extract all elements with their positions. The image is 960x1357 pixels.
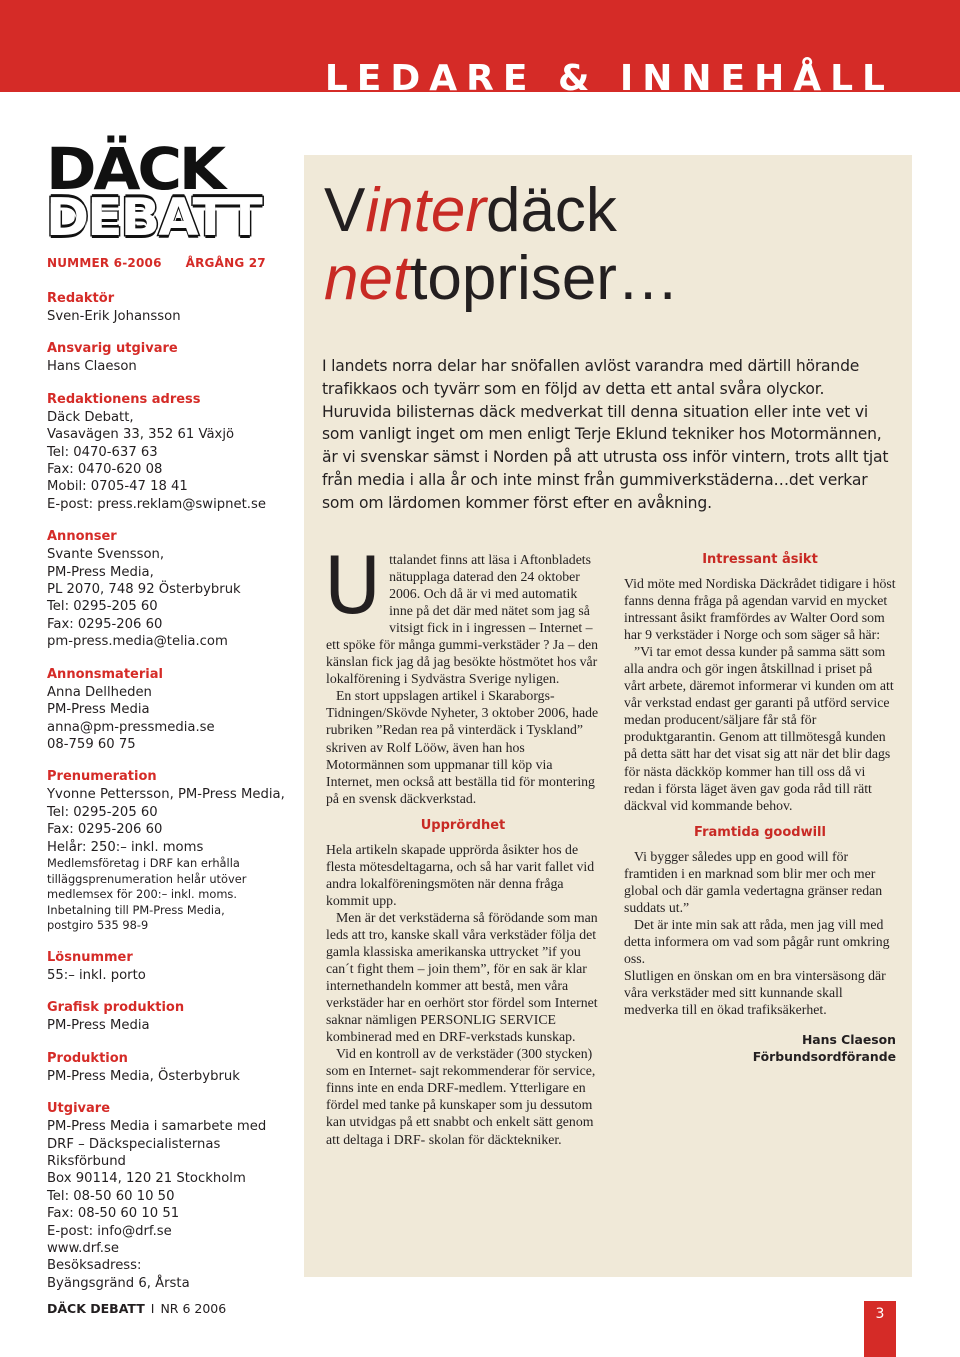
masthead-section	[47, 528, 297, 650]
masthead-line: Yvonne Pettersson, PM-Press Media,	[47, 787, 285, 803]
paragraph: Det är inte min sak att råda, men jag vill med detta informera om vad som pågår runt omkring oss.	[624, 916, 890, 966]
paragraph: Vi bygger således upp en good will för framtiden i en marknad som blir mer och mer global och där gamla vedertagna gränser redan suddats ut.”	[624, 848, 883, 915]
signature	[624, 1032, 896, 1065]
title-part: däck	[485, 176, 617, 245]
masthead-section	[47, 999, 297, 1034]
masthead-section-heading: Redaktör	[47, 291, 115, 306]
masthead-section-heading: Annonser	[47, 529, 117, 545]
masthead-section-heading: Annonsmaterial	[47, 666, 163, 682]
footer-separator: I	[150, 1301, 155, 1316]
masthead-note-line: Inbetalning till PM-Press Media,	[47, 902, 225, 917]
masthead-section	[47, 1100, 297, 1292]
drop-cap: U	[324, 542, 382, 632]
masthead-line: E-post: press.reklam@swipnet.se	[47, 496, 266, 512]
article-title	[324, 177, 679, 313]
masthead-line: Svante Svensson,	[47, 547, 165, 563]
masthead-line: Däck Debatt,	[47, 409, 134, 425]
masthead-line: PM-Press Media	[47, 1018, 150, 1034]
page-footer	[47, 1301, 226, 1316]
masthead-section-heading: Ansvarig utgivare	[47, 341, 178, 357]
masthead-section-heading: Prenumeration	[47, 769, 157, 785]
subheading: Upprördhet	[420, 817, 506, 833]
masthead-line: DRF – Däckspecialisternas	[47, 1136, 221, 1152]
masthead-section	[47, 949, 297, 984]
masthead-line: Helår: 250:– inkl. moms	[47, 839, 204, 855]
issue-year: ÅRGÅNG 27	[185, 256, 266, 270]
article-panel	[304, 155, 912, 1277]
masthead-line: Besöksadress:	[47, 1258, 142, 1274]
masthead-line: PM-Press Media	[47, 702, 150, 718]
masthead-line: Riksförbund	[47, 1153, 126, 1169]
title-part: V	[324, 176, 366, 245]
masthead-section-heading: Grafisk produktion	[47, 1000, 185, 1016]
masthead-sidebar	[47, 256, 297, 1307]
subheading: Intressant åsikt	[702, 552, 818, 567]
masthead-section-heading: Lösnummer	[47, 949, 133, 965]
masthead-note-line: Medlemsföretag i DRF kan erhålla	[47, 855, 240, 870]
title-part-red: inter	[365, 176, 486, 245]
masthead-line: 55:– inkl. porto	[47, 967, 146, 983]
issue-number: NUMMER 6-2006	[47, 256, 162, 270]
article-column-2	[624, 551, 896, 1065]
paragraph: Vid en kontroll av de verkstäder (300 stycken) som en Internet- sajt rekommenderar för service, finns inte en enda DRF-medlem. Ytterligare en fördel med tanke på kunskaper som ju dessutom kan utvidgas på ett snabbt och enkelt sätt genom att deltaga i DRF- skolan för däcktekniker.	[326, 1046, 596, 1147]
section-heading: LEDARE & INNEHÅLL	[324, 58, 894, 92]
masthead-section-heading: Utgivare	[47, 1101, 111, 1117]
masthead-sections	[47, 290, 297, 1292]
masthead-section	[47, 666, 297, 754]
masthead-line: Fax: 0295-206 60	[47, 616, 163, 632]
masthead-line: Fax: 08-50 60 10 51	[47, 1206, 180, 1222]
masthead-section-heading: Redaktionens adress	[47, 391, 201, 407]
paragraph: Hela artikeln skapade upprörda åsikter hos de flesta mötesdeltagarna, och så har varit fallet vid andra lokalföreningsmöten när denna fråga kommit upp.	[326, 841, 595, 908]
masthead-line: Tel: 0295-205 60	[47, 599, 158, 615]
footer-issue: NR 6 2006	[160, 1301, 227, 1316]
signature-title: Förbundsordförande	[752, 1048, 896, 1064]
title-part-red: net	[324, 244, 411, 313]
masthead-line: Sven-Erik Johansson	[47, 309, 181, 324]
logo-line-2: DEBATT	[46, 188, 261, 248]
logo-line-1: DÄCK	[46, 135, 223, 203]
signature-name: Hans Claeson	[801, 1032, 896, 1048]
masthead-line: Tel: 0470-637 63	[47, 444, 158, 460]
top-banner	[0, 0, 960, 92]
masthead-section	[47, 340, 297, 375]
title-part: topriser…	[410, 244, 679, 313]
masthead-note-line: postgiro 535 98-9	[47, 918, 149, 933]
masthead-note-line: medlemsex för 200:– inkl. moms.	[47, 887, 237, 902]
masthead-section-heading: Produktion	[47, 1050, 128, 1066]
paragraph: Slutligen en önskan om en bra vintersäsong där våra verkstäder med sitt kunnande skall medverka till en ökad trafiksäkerhet.	[624, 967, 886, 1018]
masthead-line: Hans Claeson	[47, 359, 137, 375]
masthead-line: PM-Press Media, Österbybruk	[47, 1068, 240, 1084]
paragraph: Men är det verkstäderna så förödande som man leds att tro, kanske skall våra verkstäder följa det gamla klassiska amerikanska uttrycket ”if you can´t fight them – join them”, för en sak är klar internethandeln kommer att bestå, men våra verkstäder har en oerhört stor fördel som Internet saknar nämligen PERSONLIG SERVICE kombinerad med en DRF-verkstads kunskap.	[326, 909, 598, 1045]
masthead-line: Fax: 0470-620 08	[47, 462, 163, 478]
masthead-line: Vasavägen 33, 352 61 Växjö	[47, 427, 235, 443]
masthead-line: Tel: 08-50 60 10 50	[47, 1188, 175, 1204]
issue-info	[47, 256, 297, 270]
masthead-line: Byängsgränd 6, Årsta	[47, 1275, 190, 1291]
paragraph: Vid möte med Nordiska Däckrådet tidigare i höst fanns denna fråga på agendan varvid en mycket intressant åsikt framfördes av Walter Oord som har 9 verkstäder i Norge och som säger så här:	[624, 576, 896, 643]
masthead-line: PM-Press Media,	[47, 564, 154, 580]
masthead-line: PM-Press Media i samarbete med	[47, 1119, 267, 1135]
masthead-section	[47, 1050, 297, 1085]
masthead-line: Tel: 0295-205 60	[47, 804, 158, 820]
paragraph: En stort uppslagen artikel i Skaraborgs-Tidningen/Skövde Nyheter, 3 oktober 2006, hade rubriken ”Redan rea på vinterdäck i Tyskland” skriven av Rolf Lööw, även han hos Motormännen som uppmanar till köp via Internet, men också att beställa tid för montering på en svensk däckverkstad.	[326, 688, 599, 806]
masthead-line: PL 2070, 748 92 Österbybruk	[47, 582, 241, 598]
masthead-line: pm-press.media@telia.com	[47, 634, 228, 650]
magazine-logo	[46, 135, 272, 248]
masthead-line: E-post: info@drf.se	[47, 1223, 172, 1239]
masthead-note-line: tilläggsprenumeration helår utöver	[47, 871, 247, 886]
masthead-line: anna@pm-pressmedia.se	[47, 719, 215, 735]
masthead-line: www.drf.se	[47, 1240, 119, 1256]
paragraph: ”Vi tar emot dessa kunder på samma sätt som alla andra och gör ingen åtskillnad i priset på vårt arbete, däremot informerar vi kunden om att vår verkstad endast ger garanti på utförd service medan producent/säljare får stå för produktgarantin. Genom att tillmötesgå kunden på detta sätt har det visat sig att när det blir dags för nästa däckköp kommer han till oss då vi redan i första läget även gav goda råd till rätt däckval vid kommande behov.	[624, 644, 894, 813]
masthead-line: Anna Dellheden	[47, 684, 152, 700]
paragraph: ttalandet finns att läsa i Aftonbladets nätupplaga daterad den 24 oktober 2006. Och då är vi med automatik inne på det där med nätet som jag så vitsigt fick in i ingressen – Internet – ett spöke för många gummi-verkstäder ? Ja – den känslan fick jag då jag besökte höstmötet hos vår lokalförening i Sydvästra Sverige nyligen.	[326, 552, 599, 687]
masthead-section	[47, 768, 297, 934]
footer-brand: DÄCK DEBATT	[47, 1301, 145, 1316]
masthead-line: 08-759 60 75	[47, 736, 136, 752]
masthead-line: Box 90114, 120 21 Stockholm	[47, 1171, 246, 1187]
page-number: 3	[864, 1301, 896, 1357]
article-column-1	[324, 542, 600, 1148]
subheading: Framtida goodwill	[694, 824, 826, 840]
masthead-section	[47, 290, 297, 325]
masthead-line: Fax: 0295-206 60	[47, 822, 163, 838]
masthead-section	[47, 391, 297, 513]
article-lead: I landets norra delar har snöfallen avlöst varandra med därtill hörande trafikkaos och tyvärr som en följd av detta ett antal svåra olyckor. Huruvida bilisternas däck medverkat till denna situation eller inte vet vi som vanligt inget om men enligt Terje Eklund tekniker hos Motormännen, är vi svenskar sämst i Norden på att utrusta oss inför vintern, trots allt tjat från media i alla år och inte minst från gummiverkstäderna…det verkar som om lärdomen kommer först efter en avåkning.	[322, 357, 889, 512]
masthead-line: Mobil: 0705-47 18 41	[47, 479, 188, 495]
